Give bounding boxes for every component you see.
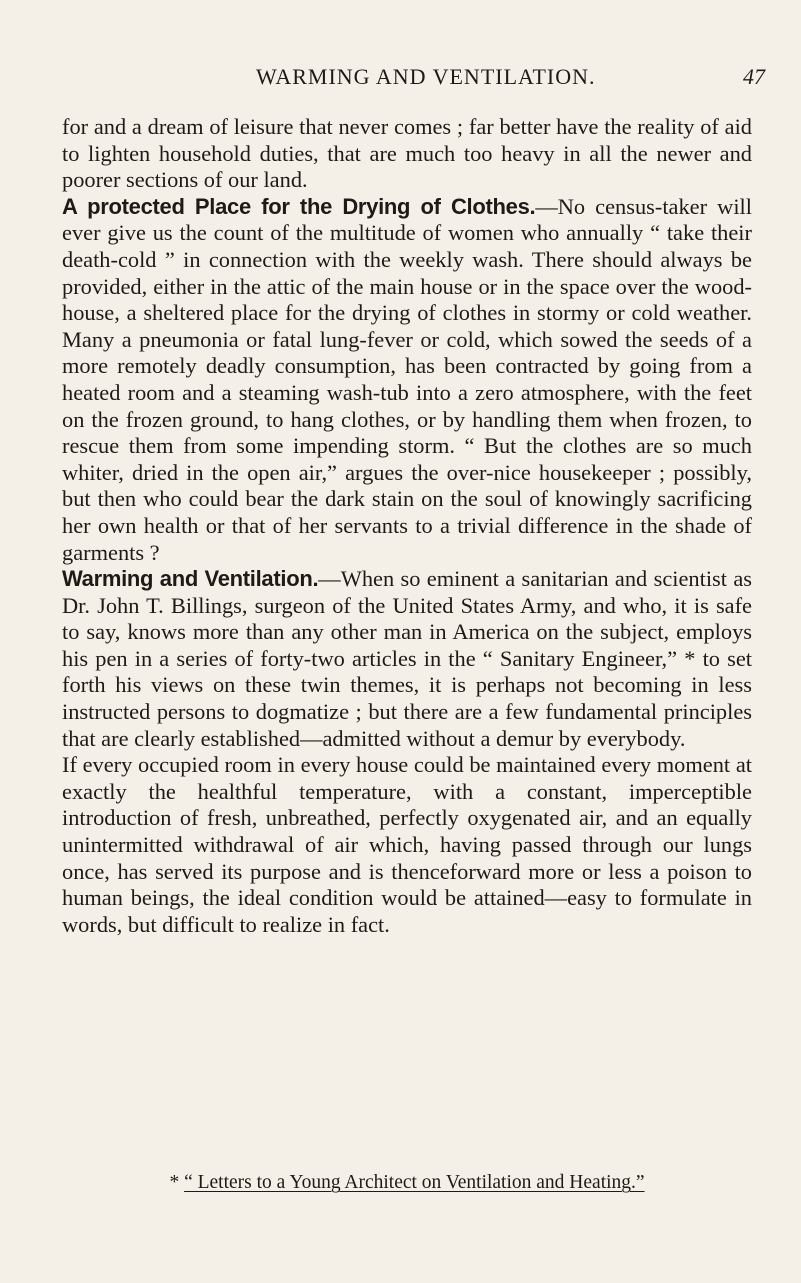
footnote-text: “ Letters to a Young Architect on Ventilation and Heating.”: [184, 1172, 645, 1193]
body-text: [62, 114, 752, 938]
paragraph-ideal-condition-text: If every occupied room in every house could be maintained every moment at exactly the healthful temperature, with a constant, imperceptible introduction of fresh, unbreathed, perfectly oxygenated air, and an equally unintermitted withdrawal of air which, having passed through our lungs once, has served its purpose and is thenceforward more or less a poison to human beings, the ideal condition would be attained—easy to formulate in words, but difficult to realize in fact.: [62, 752, 752, 937]
section-text-warming-ventilation-part2: to set forth his views on these twin themes, it is perhaps not becoming in less instructed persons to dogmatize ; but there are a few fundamental principles that are clearly established—admitted without a demur by everybody.: [62, 645, 753, 751]
footnote: [62, 1172, 752, 1194]
section-heading-drying-clothes: A protected Place for the Drying of Clothes.: [62, 193, 536, 219]
paragraph-warming-ventilation: [62, 566, 752, 752]
footnote-mark: *: [169, 1172, 185, 1193]
running-head: [0, 64, 801, 94]
paragraph-ideal-condition: [62, 752, 752, 938]
section-text-warming-ventilation-part1: —When so eminent a sanitarian and scientist as Dr. John T. Billings, surgeon of the United States Army, and who, it is safe to say, knows more than any other man in America on the subject, employs his pen in a series of forty-two articles in the “ Sanitary Engineer,”: [62, 566, 752, 671]
paragraph-continued: [62, 114, 752, 194]
paragraph-drying-clothes: [62, 194, 752, 566]
page-number: 47: [743, 64, 765, 89]
section-heading-warming-ventilation: Warming and Ventilation.: [62, 566, 319, 592]
footnote-reference-mark: *: [677, 645, 703, 671]
running-title: WARMING AND VENTILATION.: [256, 64, 596, 89]
paragraph-continued-text: for and a dream of leisure that never comes ; far better have the reality of aid to lighten household duties, that are much too heavy in all the newer and poorer sections of our land.: [62, 114, 752, 193]
section-text-drying-clothes: —No census-taker will ever give us the count of the multitude of women who annually “ take their death-cold ” in connection with the weekly wash. There should always be provided, either in the attic of the main house or in the space over the wood-house, a sheltered place for the drying of clothes in stormy or cold weather. Many a pneumonia or fatal lung-fever or cold, which sowed the seeds of a more remotely deadly consumption, has been contracted by going from a heated room and a steaming wash-tub into a zero atmosphere, with the feet on the frozen ground, to hang clothes, or by handling them when frozen, to rescue them from some impending storm. “ But the clothes are so much whiter, dried in the open air,” argues the over-nice housekeeper ; possibly, but then who could bear the dark stain on the soul of knowingly sacrificing her own health or that of her servants to a trivial difference in the shade of garments ?: [62, 193, 752, 565]
